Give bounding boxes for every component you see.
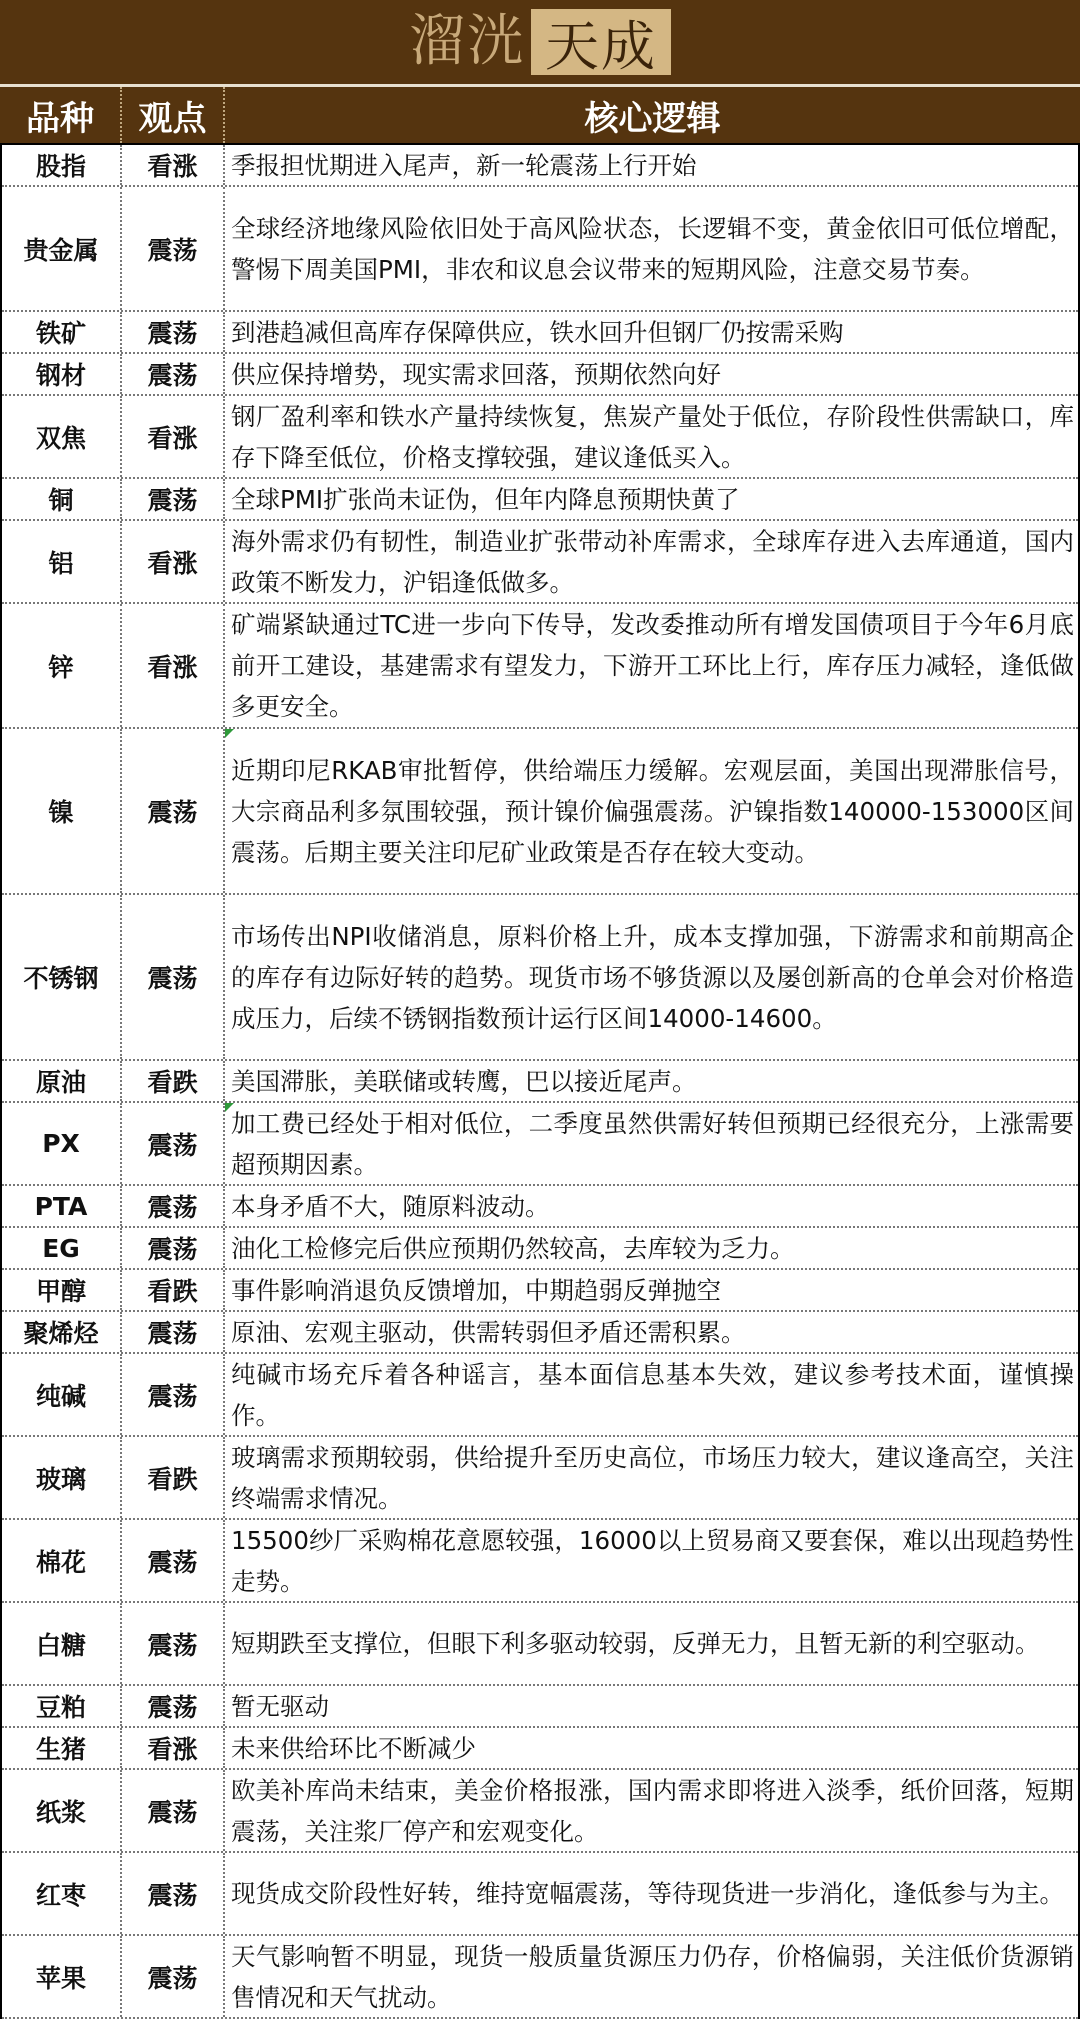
cell-view: 震荡 [122, 1936, 225, 2017]
table-row [2, 729, 1078, 895]
cell-variety: 白糖 [2, 1603, 122, 1684]
cell-variety: 豆粕 [2, 1686, 122, 1726]
cell-variety: 铁矿 [2, 312, 122, 352]
cell-logic-text: 全球经济地缘风险依旧处于高风险状态，长逻辑不变，黄金依旧可低位增配，警惕下周美国PMI，非农和议息会议带来的短期风险，注意交易节奏。 [231, 213, 1074, 284]
cell-view: 震荡 [122, 1603, 225, 1684]
cell-view: 震荡 [122, 1354, 225, 1435]
table-row [2, 1686, 1078, 1728]
cell-logic [225, 1936, 1078, 2017]
cell-variety: 红枣 [2, 1853, 122, 1934]
cell-variety: 股指 [2, 145, 122, 185]
cell-variety: 镍 [2, 729, 122, 893]
cell-logic-text: 玻璃需求预期较弱，供给提升至历史高位，市场压力较大，建议逢高空，关注终端需求情况。 [231, 1442, 1074, 1513]
cell-logic [225, 1770, 1078, 1851]
cell-logic-text: 暂无驱动 [231, 1691, 329, 1721]
cell-view: 看跌 [122, 1437, 225, 1518]
cell-variety: 原油 [2, 1061, 122, 1101]
logo-left-text: 溜洸 [409, 9, 525, 74]
table-row [2, 354, 1078, 396]
cell-variety: 不锈钢 [2, 895, 122, 1059]
table-row [2, 145, 1078, 187]
cell-logic-text: 本身矛盾不大，随原料波动。 [231, 1191, 550, 1221]
cell-view: 震荡 [122, 187, 225, 310]
table-row [2, 521, 1078, 604]
cell-logic-text: 15500纱厂采购棉花意愿较强，16000以上贸易商又要套保，难以出现趋势性走势。 [231, 1525, 1074, 1596]
cell-logic-text: 现货成交阶段性好转，维持宽幅震荡，等待现货进一步消化，逢低参与为主。 [231, 1879, 1064, 1908]
cell-logic [225, 604, 1078, 727]
table-row [2, 1270, 1078, 1312]
table-row [2, 1061, 1078, 1103]
cell-view: 看涨 [122, 521, 225, 602]
cell-variety: 苹果 [2, 1936, 122, 2017]
cell-view: 看跌 [122, 1270, 225, 1310]
table-row [2, 187, 1078, 312]
cell-logic-text: 事件影响消退负反馈增加，中期趋弱反弹抛空 [231, 1275, 721, 1305]
cell-view: 看跌 [122, 1061, 225, 1101]
cell-logic [225, 1061, 1078, 1101]
cell-logic [225, 145, 1078, 185]
cell-view: 看涨 [122, 145, 225, 185]
cell-variety: PTA [2, 1186, 122, 1226]
header-variety: 品种 [0, 87, 122, 143]
cell-logic-text: 短期跌至支撑位，但眼下利多驱动较弱，反弹无力，且暂无新的利空驱动。 [231, 1629, 1040, 1658]
cell-logic-text: 纯碱市场充斥着各种谣言，基本面信息基本失效，建议参考技术面，谨慎操作。 [231, 1359, 1074, 1430]
cell-logic [225, 1354, 1078, 1435]
cell-logic [225, 1603, 1078, 1684]
table-row [2, 1770, 1078, 1853]
cell-logic [225, 1686, 1078, 1726]
cell-logic [225, 895, 1078, 1059]
cell-logic-text: 海外需求仍有韧性，制造业扩张带动补库需求，全球库存进入去库通道，国内政策不断发力，沪铝逢低做多。 [231, 526, 1074, 597]
cell-view: 震荡 [122, 1686, 225, 1726]
cell-variety: 贵金属 [2, 187, 122, 310]
cell-view: 看涨 [122, 1728, 225, 1768]
table-row [2, 312, 1078, 354]
cell-view: 震荡 [122, 1770, 225, 1851]
table-row [2, 1103, 1078, 1186]
table-row [2, 1437, 1078, 1520]
cell-logic [225, 1270, 1078, 1310]
table-row [2, 1186, 1078, 1228]
table-header [0, 87, 1080, 145]
cell-view: 震荡 [122, 729, 225, 893]
cell-logic [225, 1312, 1078, 1352]
cell-logic-text: 全球PMI扩张尚未证伪，但年内降息预期快黄了 [231, 484, 740, 514]
cell-logic [225, 1228, 1078, 1268]
cell-view: 震荡 [122, 895, 225, 1059]
cell-logic [225, 479, 1078, 519]
cell-logic [225, 1103, 1078, 1184]
table-row [2, 1603, 1078, 1686]
cell-logic [225, 729, 1078, 893]
cell-view: 震荡 [122, 1186, 225, 1226]
header-view: 观点 [122, 87, 225, 143]
logo-right-seal [531, 9, 671, 78]
cell-logic [225, 1520, 1078, 1601]
cell-logic-text: 矿端紧缺通过TC进一步向下传导，发改委推动所有增发国债项目于今年6月底前开工建设，基建需求有望发力，下游开工环比上行，库存压力减轻，逢低做多更安全。 [231, 610, 1074, 721]
cell-variety: 锌 [2, 604, 122, 727]
cell-logic-text: 季报担忧期进入尾声，新一轮震荡上行开始 [231, 150, 697, 180]
cell-logic [225, 396, 1078, 477]
cell-variety: PX [2, 1103, 122, 1184]
cell-variety: EG [2, 1228, 122, 1268]
cell-logic [225, 1437, 1078, 1518]
cell-variety: 纯碱 [2, 1354, 122, 1435]
table-body [0, 145, 1080, 2019]
cell-variety: 纸浆 [2, 1770, 122, 1851]
table-row [2, 479, 1078, 521]
cell-variety: 铝 [2, 521, 122, 602]
table-row [2, 604, 1078, 729]
table-row [2, 1520, 1078, 1603]
cell-logic [225, 187, 1078, 310]
cell-logic [225, 1186, 1078, 1226]
cell-logic-text: 到港趋减但高库存保障供应，铁水回升但钢厂仍按需采购 [231, 317, 844, 347]
brand-banner [0, 0, 1080, 87]
cell-logic-text: 市场传出NPI收储消息，原料价格上升，成本支撑加强，下游需求和前期高企的库存有边际好转的趋势。现货市场不够货源以及屡创新高的仓单会对价格造成压力，后续不锈钢指数预计运行区间14000-14600。 [231, 921, 1074, 1033]
table-row [2, 396, 1078, 479]
cell-view: 震荡 [122, 1853, 225, 1934]
logo-right-text: 天成 [545, 14, 657, 78]
cell-logic [225, 312, 1078, 352]
cell-logic-text: 欧美补库尚未结束，美金价格报涨，国内需求即将进入淡季，纸价回落，短期震荡，关注浆厂停产和宏观变化。 [231, 1775, 1074, 1846]
cell-variety: 铜 [2, 479, 122, 519]
cell-view: 震荡 [122, 1520, 225, 1601]
cell-view: 震荡 [122, 354, 225, 394]
table-row [2, 1936, 1078, 2019]
cell-variety: 棉花 [2, 1520, 122, 1601]
cell-logic-text: 天气影响暂不明显，现货一般质量货源压力仍存，价格偏弱，关注低价货源销售情况和天气扰动。 [231, 1941, 1074, 2012]
cell-logic [225, 354, 1078, 394]
cell-view: 震荡 [122, 479, 225, 519]
cell-logic-text: 加工费已经处于相对低位，二季度虽然供需好转但预期已经很充分，上涨需要超预期因素。 [231, 1108, 1074, 1179]
cell-view: 看涨 [122, 604, 225, 727]
cell-view: 震荡 [122, 1312, 225, 1352]
table-row [2, 1728, 1078, 1770]
cell-variety: 聚烯烃 [2, 1312, 122, 1352]
cell-variety: 钢材 [2, 354, 122, 394]
cell-variety: 双焦 [2, 396, 122, 477]
cell-logic-text: 原油、宏观主驱动，供需转弱但矛盾还需积累。 [231, 1317, 746, 1347]
cell-view: 震荡 [122, 1228, 225, 1268]
cell-logic-text: 油化工检修完后供应预期仍然较高，去库较为乏力。 [231, 1233, 795, 1263]
cell-variety: 生猪 [2, 1728, 122, 1768]
cell-variety: 玻璃 [2, 1437, 122, 1518]
table-row [2, 1312, 1078, 1354]
table-row [2, 1354, 1078, 1437]
cell-logic-text: 供应保持增势，现实需求回落，预期依然向好 [231, 359, 721, 389]
cell-view: 震荡 [122, 312, 225, 352]
cell-logic [225, 1853, 1078, 1934]
cell-logic-text: 近期印尼RKAB审批暂停，供给端压力缓解。宏观层面，美国出现滞胀信号，大宗商品利多氛围较强，预计镍价偏强震荡。沪镍指数140000-153000区间震荡。后期主要关注印尼矿业政策是否存在较大变动。 [231, 755, 1074, 867]
brand-logo [409, 7, 671, 77]
cell-view: 看涨 [122, 396, 225, 477]
table-row [2, 1853, 1078, 1936]
header-logic: 核心逻辑 [584, 98, 721, 139]
cell-logic-text: 美国滞胀，美联储或转鹰，巴以接近尾声。 [231, 1066, 697, 1096]
cell-view: 震荡 [122, 1103, 225, 1184]
cell-logic-text: 钢厂盈利率和铁水产量持续恢复，焦炭产量处于低位，存阶段性供需缺口，库存下降至低位，价格支撑较强，建议逢低买入。 [231, 401, 1074, 472]
cell-logic-text: 未来供给环比不断减少 [231, 1733, 476, 1763]
cell-logic [225, 521, 1078, 602]
cell-variety: 甲醇 [2, 1270, 122, 1310]
cell-logic [225, 1728, 1078, 1768]
table-row [2, 895, 1078, 1061]
table-row [2, 1228, 1078, 1270]
